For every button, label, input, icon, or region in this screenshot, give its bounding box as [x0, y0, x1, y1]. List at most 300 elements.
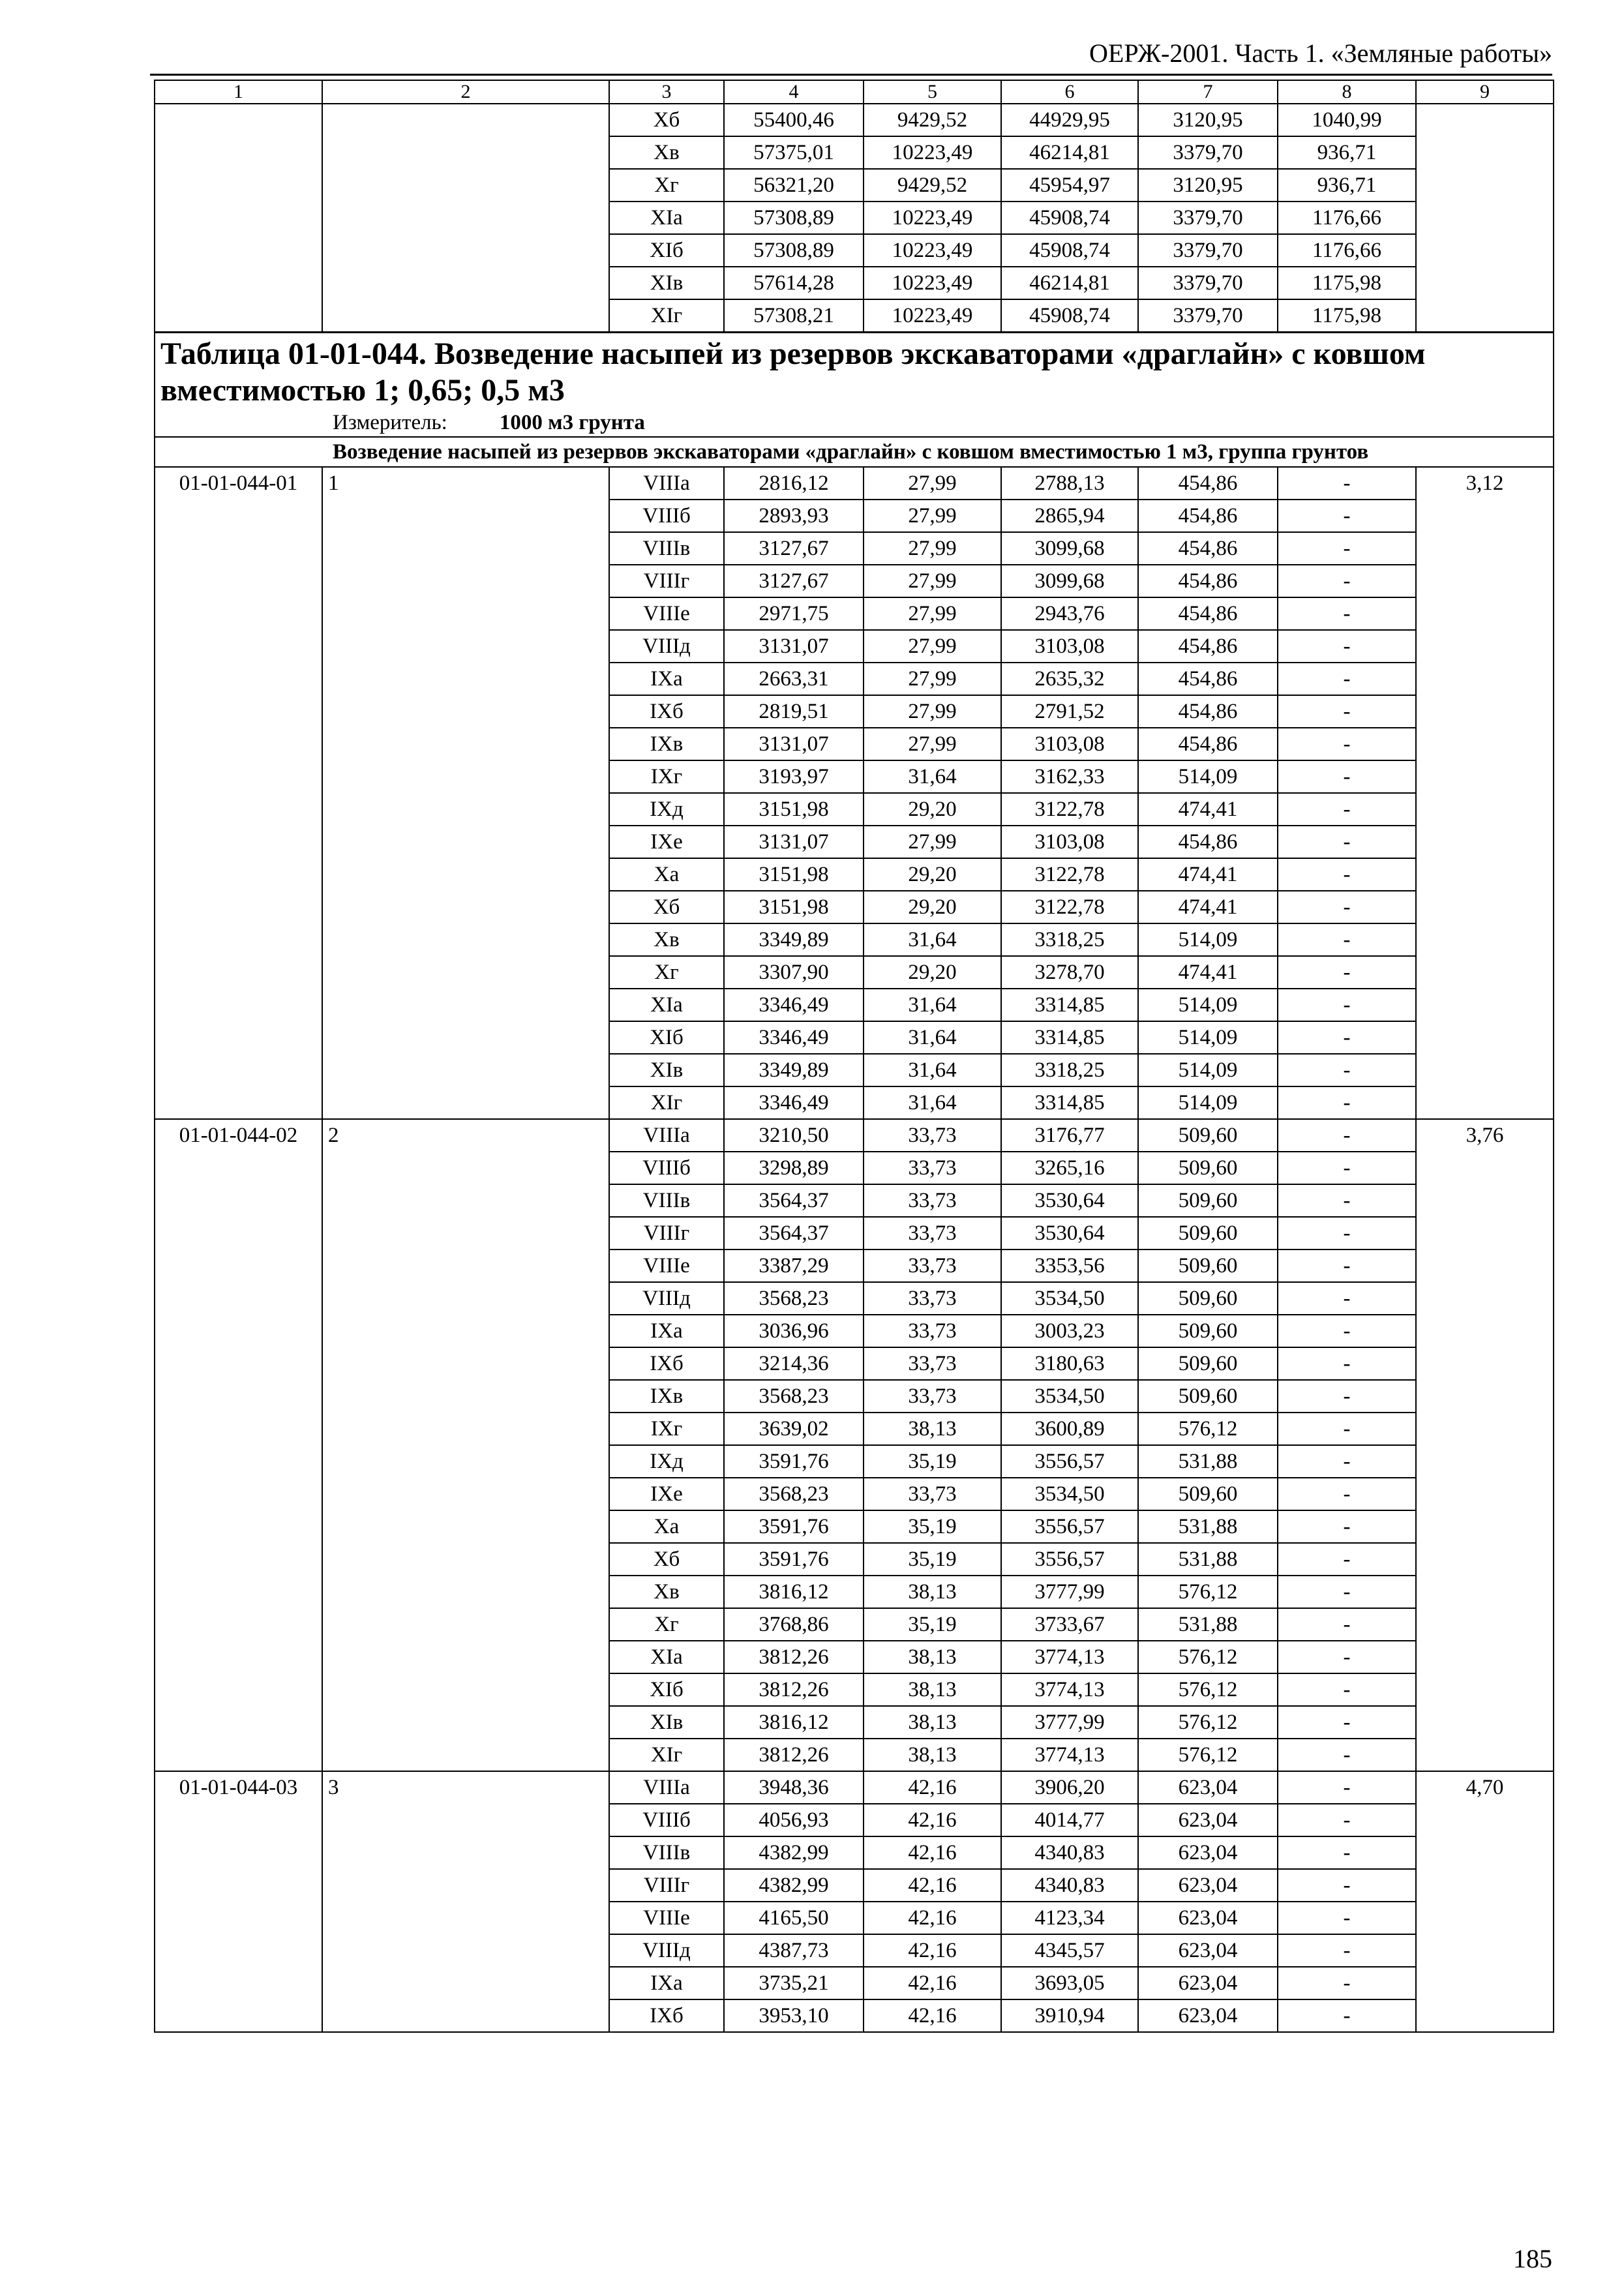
value-cell: VIIIa	[609, 467, 724, 500]
value-cell: -	[1278, 1347, 1416, 1380]
value-cell: -	[1278, 597, 1416, 630]
value-cell: 3318,25	[1001, 923, 1138, 956]
value-cell: 3591,76	[724, 1543, 864, 1576]
value-cell: -	[1278, 1119, 1416, 1152]
value-cell: 514,09	[1138, 1054, 1278, 1086]
value-cell: 3379,70	[1138, 299, 1278, 333]
value-cell: -	[1278, 1478, 1416, 1510]
table-title: Таблица 01-01-044. Возведение насыпей из резервов экскаваторами «драглайн» с ковшом вместимостью 1; 0,65; 0,5 м3	[160, 337, 1426, 408]
coef-cell: 4,70	[1416, 1771, 1554, 2032]
value-cell: 3534,50	[1001, 1478, 1138, 1510]
value-cell: 56321,20	[724, 169, 864, 202]
value-cell: 4165,50	[724, 1902, 864, 1934]
column-number: 2	[322, 80, 609, 104]
value-cell: IXa	[609, 1315, 724, 1347]
value-cell: 623,04	[1138, 1869, 1278, 1902]
value-cell: 509,60	[1138, 1152, 1278, 1184]
value-cell: 45908,74	[1001, 234, 1138, 267]
value-cell: -	[1278, 1282, 1416, 1315]
value-cell: VIIIe	[609, 1249, 724, 1282]
value-cell: XIa	[609, 202, 724, 234]
value-cell: IXe	[609, 826, 724, 858]
value-cell: 31,64	[864, 1021, 1001, 1054]
value-cell: 514,09	[1138, 1021, 1278, 1054]
value-cell: -	[1278, 793, 1416, 826]
value-cell: 509,60	[1138, 1249, 1278, 1282]
value-cell: 42,16	[864, 1771, 1001, 1804]
value-cell: 33,73	[864, 1119, 1001, 1152]
value-cell: VIIIв	[609, 1836, 724, 1869]
value-cell: -	[1278, 565, 1416, 597]
value-cell: 3151,98	[724, 858, 864, 891]
value-cell: 3307,90	[724, 956, 864, 989]
value-cell: -	[1278, 1804, 1416, 1836]
value-cell: 3816,12	[724, 1706, 864, 1739]
value-cell: 514,09	[1138, 989, 1278, 1021]
value-cell: VIIIб	[609, 500, 724, 532]
value-cell: -	[1278, 989, 1416, 1021]
value-cell: 3127,67	[724, 532, 864, 565]
value-cell: 3131,07	[724, 728, 864, 760]
value-cell: VIIIд	[609, 630, 724, 663]
value-cell: 3812,26	[724, 1673, 864, 1706]
value-cell: 454,86	[1138, 826, 1278, 858]
column-number: 5	[864, 80, 1001, 104]
value-cell: -	[1278, 1510, 1416, 1543]
name-cell: 2	[322, 1119, 609, 1771]
value-cell: 3103,08	[1001, 728, 1138, 760]
value-cell: 4123,34	[1001, 1902, 1138, 1934]
value-cell: 33,73	[864, 1478, 1001, 1510]
value-cell: -	[1278, 1576, 1416, 1608]
value-cell: 3600,89	[1001, 1413, 1138, 1445]
value-cell: 10223,49	[864, 136, 1001, 169]
value-cell: 10223,49	[864, 267, 1001, 299]
value-cell: 33,73	[864, 1380, 1001, 1413]
value-cell: -	[1278, 728, 1416, 760]
value-cell: 3639,02	[724, 1413, 864, 1445]
column-number: 6	[1001, 80, 1138, 104]
value-cell: IXг	[609, 1413, 724, 1445]
value-cell: 3910,94	[1001, 1999, 1138, 2032]
value-cell: -	[1278, 1413, 1416, 1445]
value-cell: 3180,63	[1001, 1347, 1138, 1380]
value-cell: 38,13	[864, 1706, 1001, 1739]
value-cell: 3693,05	[1001, 1967, 1138, 1999]
value-cell: 531,88	[1138, 1543, 1278, 1576]
value-cell: 4056,93	[724, 1804, 864, 1836]
value-cell: XIa	[609, 989, 724, 1021]
value-cell: -	[1278, 1445, 1416, 1478]
value-cell: 3591,76	[724, 1510, 864, 1543]
value-cell: 3379,70	[1138, 267, 1278, 299]
value-cell: 1175,98	[1278, 299, 1416, 333]
code-cell: 01-01-044-02	[155, 1119, 322, 1771]
value-cell: 27,99	[864, 695, 1001, 728]
value-cell: 3735,21	[724, 1967, 864, 1999]
value-cell: -	[1278, 630, 1416, 663]
value-cell: 4014,77	[1001, 1804, 1138, 1836]
value-cell: 3387,29	[724, 1249, 864, 1282]
name-cell: 3	[322, 1771, 609, 2032]
value-cell: 3122,78	[1001, 891, 1138, 923]
value-cell: 3265,16	[1001, 1152, 1138, 1184]
value-cell: 33,73	[864, 1282, 1001, 1315]
value-cell: 33,73	[864, 1184, 1001, 1217]
value-cell: 936,71	[1278, 136, 1416, 169]
estimate-table	[154, 80, 1554, 2033]
value-cell: VIIIг	[609, 565, 724, 597]
value-cell: 623,04	[1138, 1771, 1278, 1804]
value-cell: 3214,36	[724, 1347, 864, 1380]
value-cell: 509,60	[1138, 1380, 1278, 1413]
value-cell: XIг	[609, 1086, 724, 1119]
running-header: ОЕРЖ-2001. Часть 1. «Земляные работы»	[1089, 38, 1552, 68]
value-cell: 3556,57	[1001, 1510, 1138, 1543]
value-cell: 531,88	[1138, 1445, 1278, 1478]
value-cell: Xб	[609, 891, 724, 923]
value-cell: VIIIд	[609, 1934, 724, 1967]
value-cell: 2788,13	[1001, 467, 1138, 500]
value-cell: 3591,76	[724, 1445, 864, 1478]
value-cell: 1176,66	[1278, 202, 1416, 234]
value-cell: 9429,52	[864, 169, 1001, 202]
value-cell: XIг	[609, 299, 724, 333]
value-cell: 509,60	[1138, 1119, 1278, 1152]
value-cell: 42,16	[864, 1999, 1001, 2032]
code-cell: 01-01-044-01	[155, 467, 322, 1119]
value-cell: 3099,68	[1001, 565, 1138, 597]
value-cell: 514,09	[1138, 760, 1278, 793]
value-cell: Xг	[609, 956, 724, 989]
value-cell: 4345,57	[1001, 1934, 1138, 1967]
value-cell: 3127,67	[724, 565, 864, 597]
value-cell: -	[1278, 1706, 1416, 1739]
value-cell: -	[1278, 760, 1416, 793]
value-cell: -	[1278, 1380, 1416, 1413]
value-cell: 4340,83	[1001, 1869, 1138, 1902]
value-cell: 509,60	[1138, 1184, 1278, 1217]
value-cell: 4382,99	[724, 1836, 864, 1869]
value-cell: 55400,46	[724, 104, 864, 136]
value-cell: Xa	[609, 858, 724, 891]
column-number: 4	[724, 80, 864, 104]
value-cell: 474,41	[1138, 858, 1278, 891]
value-cell: IXб	[609, 695, 724, 728]
value-cell: 3556,57	[1001, 1543, 1138, 1576]
value-cell: XIв	[609, 267, 724, 299]
value-cell: 3193,97	[724, 760, 864, 793]
value-cell: 3774,13	[1001, 1641, 1138, 1673]
value-cell: 3122,78	[1001, 858, 1138, 891]
value-cell: 38,13	[864, 1576, 1001, 1608]
value-cell: 509,60	[1138, 1282, 1278, 1315]
value-cell: -	[1278, 1608, 1416, 1641]
value-cell: 936,71	[1278, 169, 1416, 202]
value-cell: 3812,26	[724, 1739, 864, 1771]
value-cell: 33,73	[864, 1249, 1001, 1282]
value-cell: 27,99	[864, 728, 1001, 760]
value-cell: 474,41	[1138, 793, 1278, 826]
header-rule	[150, 74, 1552, 76]
value-cell: 531,88	[1138, 1608, 1278, 1641]
value-cell: XIб	[609, 234, 724, 267]
value-cell: 2663,31	[724, 663, 864, 695]
value-cell: -	[1278, 532, 1416, 565]
value-cell: IXд	[609, 793, 724, 826]
value-cell: 3568,23	[724, 1478, 864, 1510]
value-cell: 27,99	[864, 500, 1001, 532]
value-cell: 27,99	[864, 532, 1001, 565]
value-cell: 454,86	[1138, 630, 1278, 663]
value-cell: Xг	[609, 1608, 724, 1641]
meter-value: 1000 м3 грунта	[499, 411, 645, 434]
value-cell: 454,86	[1138, 695, 1278, 728]
table-row	[155, 467, 1554, 500]
value-cell: 42,16	[864, 1804, 1001, 1836]
value-cell: VIIIг	[609, 1869, 724, 1902]
value-cell: 57375,01	[724, 136, 864, 169]
coef-cell: 3,76	[1416, 1119, 1554, 1771]
value-cell: VIIIa	[609, 1771, 724, 1804]
value-cell: 3568,23	[724, 1282, 864, 1315]
value-cell: 3003,23	[1001, 1315, 1138, 1347]
value-cell: 531,88	[1138, 1510, 1278, 1543]
value-cell: -	[1278, 1152, 1416, 1184]
value-cell: -	[1278, 1543, 1416, 1576]
value-cell: 2893,93	[724, 500, 864, 532]
value-cell: 33,73	[864, 1347, 1001, 1380]
value-cell: 27,99	[864, 597, 1001, 630]
value-cell: 57308,89	[724, 234, 864, 267]
value-cell: 3151,98	[724, 793, 864, 826]
value-cell: 3036,96	[724, 1315, 864, 1347]
value-cell: 3906,20	[1001, 1771, 1138, 1804]
value-cell: 474,41	[1138, 891, 1278, 923]
value-cell: 509,60	[1138, 1347, 1278, 1380]
value-cell: 3176,77	[1001, 1119, 1138, 1152]
value-cell: 10223,49	[864, 299, 1001, 333]
value-cell: VIIIг	[609, 1217, 724, 1249]
value-cell: 576,12	[1138, 1413, 1278, 1445]
value-cell: 27,99	[864, 565, 1001, 597]
value-cell: IXa	[609, 1967, 724, 1999]
value-cell: 57614,28	[724, 267, 864, 299]
value-cell: 3556,57	[1001, 1445, 1138, 1478]
column-number: 7	[1138, 80, 1278, 104]
value-cell: 29,20	[864, 891, 1001, 923]
value-cell: 514,09	[1138, 1086, 1278, 1119]
value-cell: 514,09	[1138, 923, 1278, 956]
value-cell: 3564,37	[724, 1217, 864, 1249]
value-cell: 576,12	[1138, 1641, 1278, 1673]
value-cell: 10223,49	[864, 234, 1001, 267]
value-cell: 3349,89	[724, 1054, 864, 1086]
value-cell: 454,86	[1138, 500, 1278, 532]
value-cell: 3298,89	[724, 1152, 864, 1184]
value-cell: 3812,26	[724, 1641, 864, 1673]
value-cell: -	[1278, 1999, 1416, 2032]
value-cell: 3103,08	[1001, 630, 1138, 663]
value-cell: 2865,94	[1001, 500, 1138, 532]
table-row	[155, 104, 1554, 136]
value-cell: 454,86	[1138, 597, 1278, 630]
value-cell: -	[1278, 467, 1416, 500]
value-cell: 3530,64	[1001, 1217, 1138, 1249]
value-cell: 45908,74	[1001, 299, 1138, 333]
value-cell: 38,13	[864, 1673, 1001, 1706]
value-cell: VIIIд	[609, 1282, 724, 1315]
value-cell: 3379,70	[1138, 136, 1278, 169]
value-cell: 576,12	[1138, 1576, 1278, 1608]
value-cell: 3530,64	[1001, 1184, 1138, 1217]
table-title-row	[155, 333, 1554, 438]
value-cell: IXд	[609, 1445, 724, 1478]
value-cell: -	[1278, 1869, 1416, 1902]
value-cell: 474,41	[1138, 956, 1278, 989]
value-cell: XIв	[609, 1054, 724, 1086]
value-cell: 45954,97	[1001, 169, 1138, 202]
value-cell: 509,60	[1138, 1217, 1278, 1249]
value-cell: 3120,95	[1138, 104, 1278, 136]
value-cell: 3379,70	[1138, 202, 1278, 234]
value-cell: -	[1278, 1934, 1416, 1967]
value-cell: 4387,73	[724, 1934, 864, 1967]
value-cell: 3353,56	[1001, 1249, 1138, 1282]
value-cell: 27,99	[864, 826, 1001, 858]
value-cell: Xг	[609, 169, 724, 202]
value-cell: 3534,50	[1001, 1282, 1138, 1315]
value-cell: 38,13	[864, 1413, 1001, 1445]
value-cell: 623,04	[1138, 1902, 1278, 1934]
value-cell: 3120,95	[1138, 169, 1278, 202]
value-cell: -	[1278, 1836, 1416, 1869]
value-cell: 3210,50	[724, 1119, 864, 1152]
column-number: 3	[609, 80, 724, 104]
code-cell	[155, 104, 322, 333]
value-cell: 9429,52	[864, 104, 1001, 136]
value-cell: 38,13	[864, 1641, 1001, 1673]
value-cell: 3564,37	[724, 1184, 864, 1217]
value-cell: 454,86	[1138, 565, 1278, 597]
value-cell: -	[1278, 1739, 1416, 1771]
value-cell: IXa	[609, 663, 724, 695]
table-row	[155, 1771, 1554, 1804]
value-cell: VIIIe	[609, 597, 724, 630]
value-cell: 3349,89	[724, 923, 864, 956]
value-cell: IXв	[609, 1380, 724, 1413]
value-cell: XIв	[609, 1706, 724, 1739]
value-cell: IXe	[609, 1478, 724, 1510]
value-cell: 454,86	[1138, 467, 1278, 500]
value-cell: Xв	[609, 923, 724, 956]
value-cell: 509,60	[1138, 1315, 1278, 1347]
value-cell: 576,12	[1138, 1739, 1278, 1771]
value-cell: 46214,81	[1001, 267, 1138, 299]
value-cell: -	[1278, 1086, 1416, 1119]
value-cell: 35,19	[864, 1608, 1001, 1641]
value-cell: 57308,21	[724, 299, 864, 333]
value-cell: 4340,83	[1001, 1836, 1138, 1869]
value-cell: XIa	[609, 1641, 724, 1673]
value-cell: 31,64	[864, 923, 1001, 956]
value-cell: -	[1278, 1673, 1416, 1706]
value-cell: 3948,36	[724, 1771, 864, 1804]
value-cell: 27,99	[864, 467, 1001, 500]
value-cell: 623,04	[1138, 1804, 1278, 1836]
value-cell: 3774,13	[1001, 1673, 1138, 1706]
value-cell: Xв	[609, 1576, 724, 1608]
value-cell: 42,16	[864, 1967, 1001, 1999]
value-cell: 3162,33	[1001, 760, 1138, 793]
value-cell: 31,64	[864, 1054, 1001, 1086]
value-cell: 42,16	[864, 1836, 1001, 1869]
value-cell: 42,16	[864, 1902, 1001, 1934]
value-cell: -	[1278, 1217, 1416, 1249]
value-cell: 10223,49	[864, 202, 1001, 234]
value-cell: IXб	[609, 1347, 724, 1380]
value-cell: 3816,12	[724, 1576, 864, 1608]
value-cell: 3346,49	[724, 1021, 864, 1054]
value-cell: -	[1278, 956, 1416, 989]
table-subtitle-row	[155, 437, 1554, 467]
value-cell: 38,13	[864, 1739, 1001, 1771]
value-cell: 3131,07	[724, 826, 864, 858]
value-cell: 3318,25	[1001, 1054, 1138, 1086]
value-cell: 3777,99	[1001, 1576, 1138, 1608]
value-cell: 29,20	[864, 793, 1001, 826]
value-cell: 33,73	[864, 1315, 1001, 1347]
value-cell: 3733,67	[1001, 1608, 1138, 1641]
value-cell: 31,64	[864, 989, 1001, 1021]
table-body	[155, 80, 1554, 2032]
value-cell: 3131,07	[724, 630, 864, 663]
value-cell: VIIIб	[609, 1804, 724, 1836]
value-cell: 3314,85	[1001, 1086, 1138, 1119]
value-cell: -	[1278, 1249, 1416, 1282]
value-cell: 2819,51	[724, 695, 864, 728]
value-cell: 2971,75	[724, 597, 864, 630]
value-cell: 3314,85	[1001, 1021, 1138, 1054]
value-cell: -	[1278, 858, 1416, 891]
value-cell: 509,60	[1138, 1478, 1278, 1510]
code-cell: 01-01-044-03	[155, 1771, 322, 2032]
value-cell: VIIIa	[609, 1119, 724, 1152]
value-cell: -	[1278, 663, 1416, 695]
value-cell: 35,19	[864, 1510, 1001, 1543]
value-cell: 33,73	[864, 1152, 1001, 1184]
value-cell: 1176,66	[1278, 234, 1416, 267]
value-cell: -	[1278, 1021, 1416, 1054]
value-cell: 623,04	[1138, 1999, 1278, 2032]
name-cell	[322, 104, 609, 333]
value-cell: 3278,70	[1001, 956, 1138, 989]
value-cell: IXв	[609, 728, 724, 760]
value-cell: 3774,13	[1001, 1739, 1138, 1771]
value-cell: 1175,98	[1278, 267, 1416, 299]
value-cell: 57308,89	[724, 202, 864, 234]
value-cell: Xв	[609, 136, 724, 169]
page-number: 185	[1513, 2244, 1552, 2273]
table-row	[155, 1119, 1554, 1152]
value-cell: Xб	[609, 1543, 724, 1576]
coef-cell	[1416, 104, 1554, 333]
column-number: 8	[1278, 80, 1416, 104]
value-cell: 35,19	[864, 1445, 1001, 1478]
value-cell: -	[1278, 1967, 1416, 1999]
value-cell: 46214,81	[1001, 136, 1138, 169]
value-cell: 623,04	[1138, 1967, 1278, 1999]
